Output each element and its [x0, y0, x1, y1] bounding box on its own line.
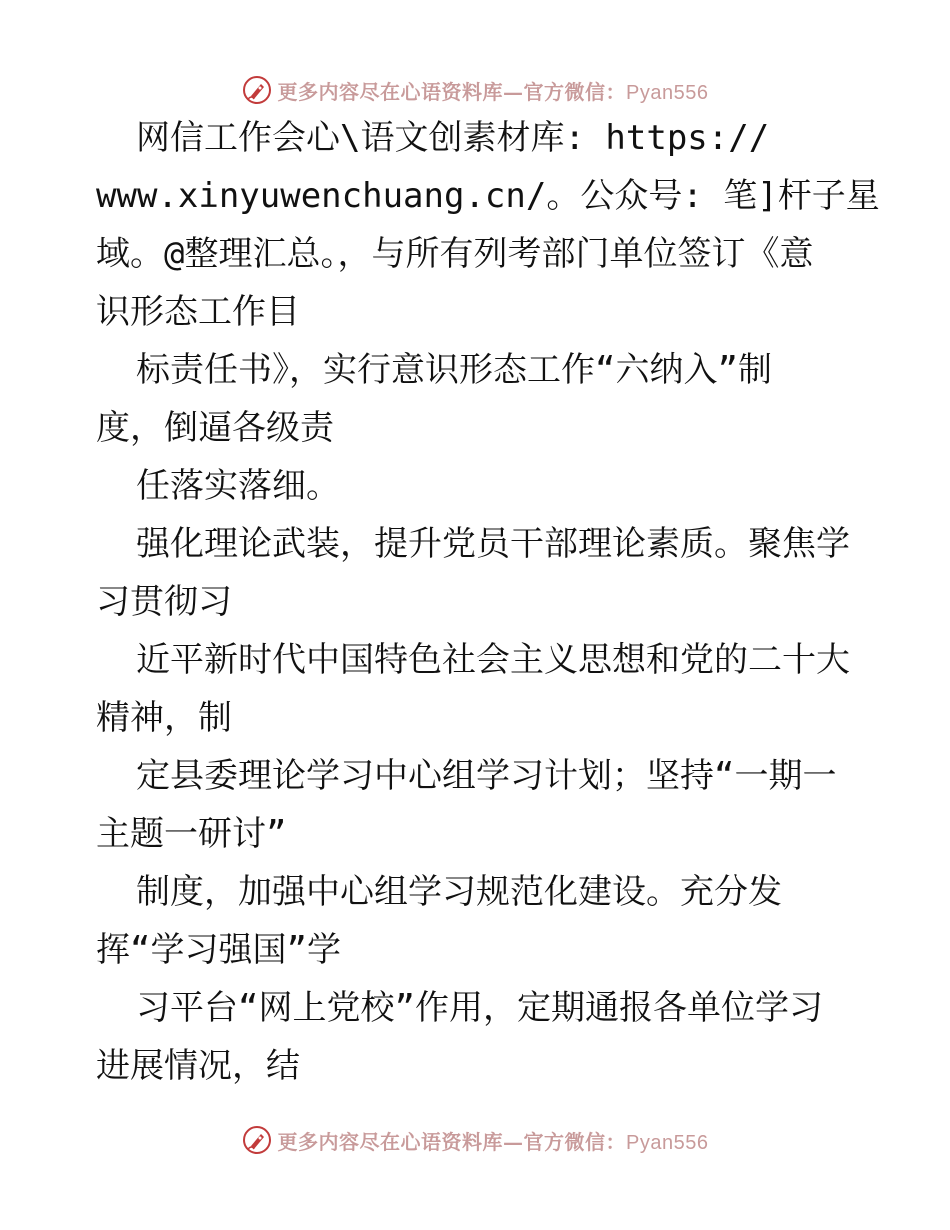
footer-watermark — [0, 1122, 950, 1158]
text-line: 主题一研讨” — [96, 814, 287, 854]
text-line: 域。@整理汇总。，与所有列考部门单位签订《意 — [96, 234, 814, 274]
text-line: 定县委理论学习中心组学习计划；坚持“一期一 — [136, 756, 837, 796]
text-line: 强化理论武装，提升党员干部理论素质。聚焦学 — [136, 524, 850, 564]
text-line: 制度，加强中心组学习规范化建设。充分发 — [136, 872, 782, 912]
text-line: 度，倒逼各级责 — [96, 408, 334, 448]
text-line: 近平新时代中国特色社会主义思想和党的二十大 — [136, 640, 850, 680]
text-line: 习贯彻习 — [96, 582, 232, 622]
text-line: 习平台“网上党校”作用，定期通报各单位学习 — [136, 988, 823, 1028]
text-line: 进展情况，结 — [96, 1046, 300, 1086]
text-line: 标责任书》，实行意识形态工作“六纳入”制 — [136, 350, 772, 390]
text-line: 精神，制 — [96, 698, 232, 738]
text-line: 网信工作会心\语文创素材库: https:// — [136, 118, 770, 158]
watermark-wechat-id: Pyan556 — [626, 81, 709, 104]
text-line: 任落实落细。 — [136, 466, 340, 506]
header-watermark — [0, 72, 950, 108]
text-line: www.xinyuwenchuang.cn/。公众号: 笔]杆子星 — [96, 176, 880, 216]
text-line: 挥“学习强国”学 — [96, 930, 341, 970]
text-line: 识形态工作目 — [96, 292, 300, 332]
watermark-text: 更多内容尽在心语资料库—官方微信：Pyan556 — [277, 1129, 709, 1154]
pen-nib-logo-icon — [242, 75, 272, 105]
watermark-text: 更多内容尽在心语资料库—官方微信：Pyan556 — [277, 79, 709, 104]
watermark-wechat-id: Pyan556 — [626, 1131, 709, 1154]
pen-nib-logo-icon — [242, 1125, 272, 1155]
